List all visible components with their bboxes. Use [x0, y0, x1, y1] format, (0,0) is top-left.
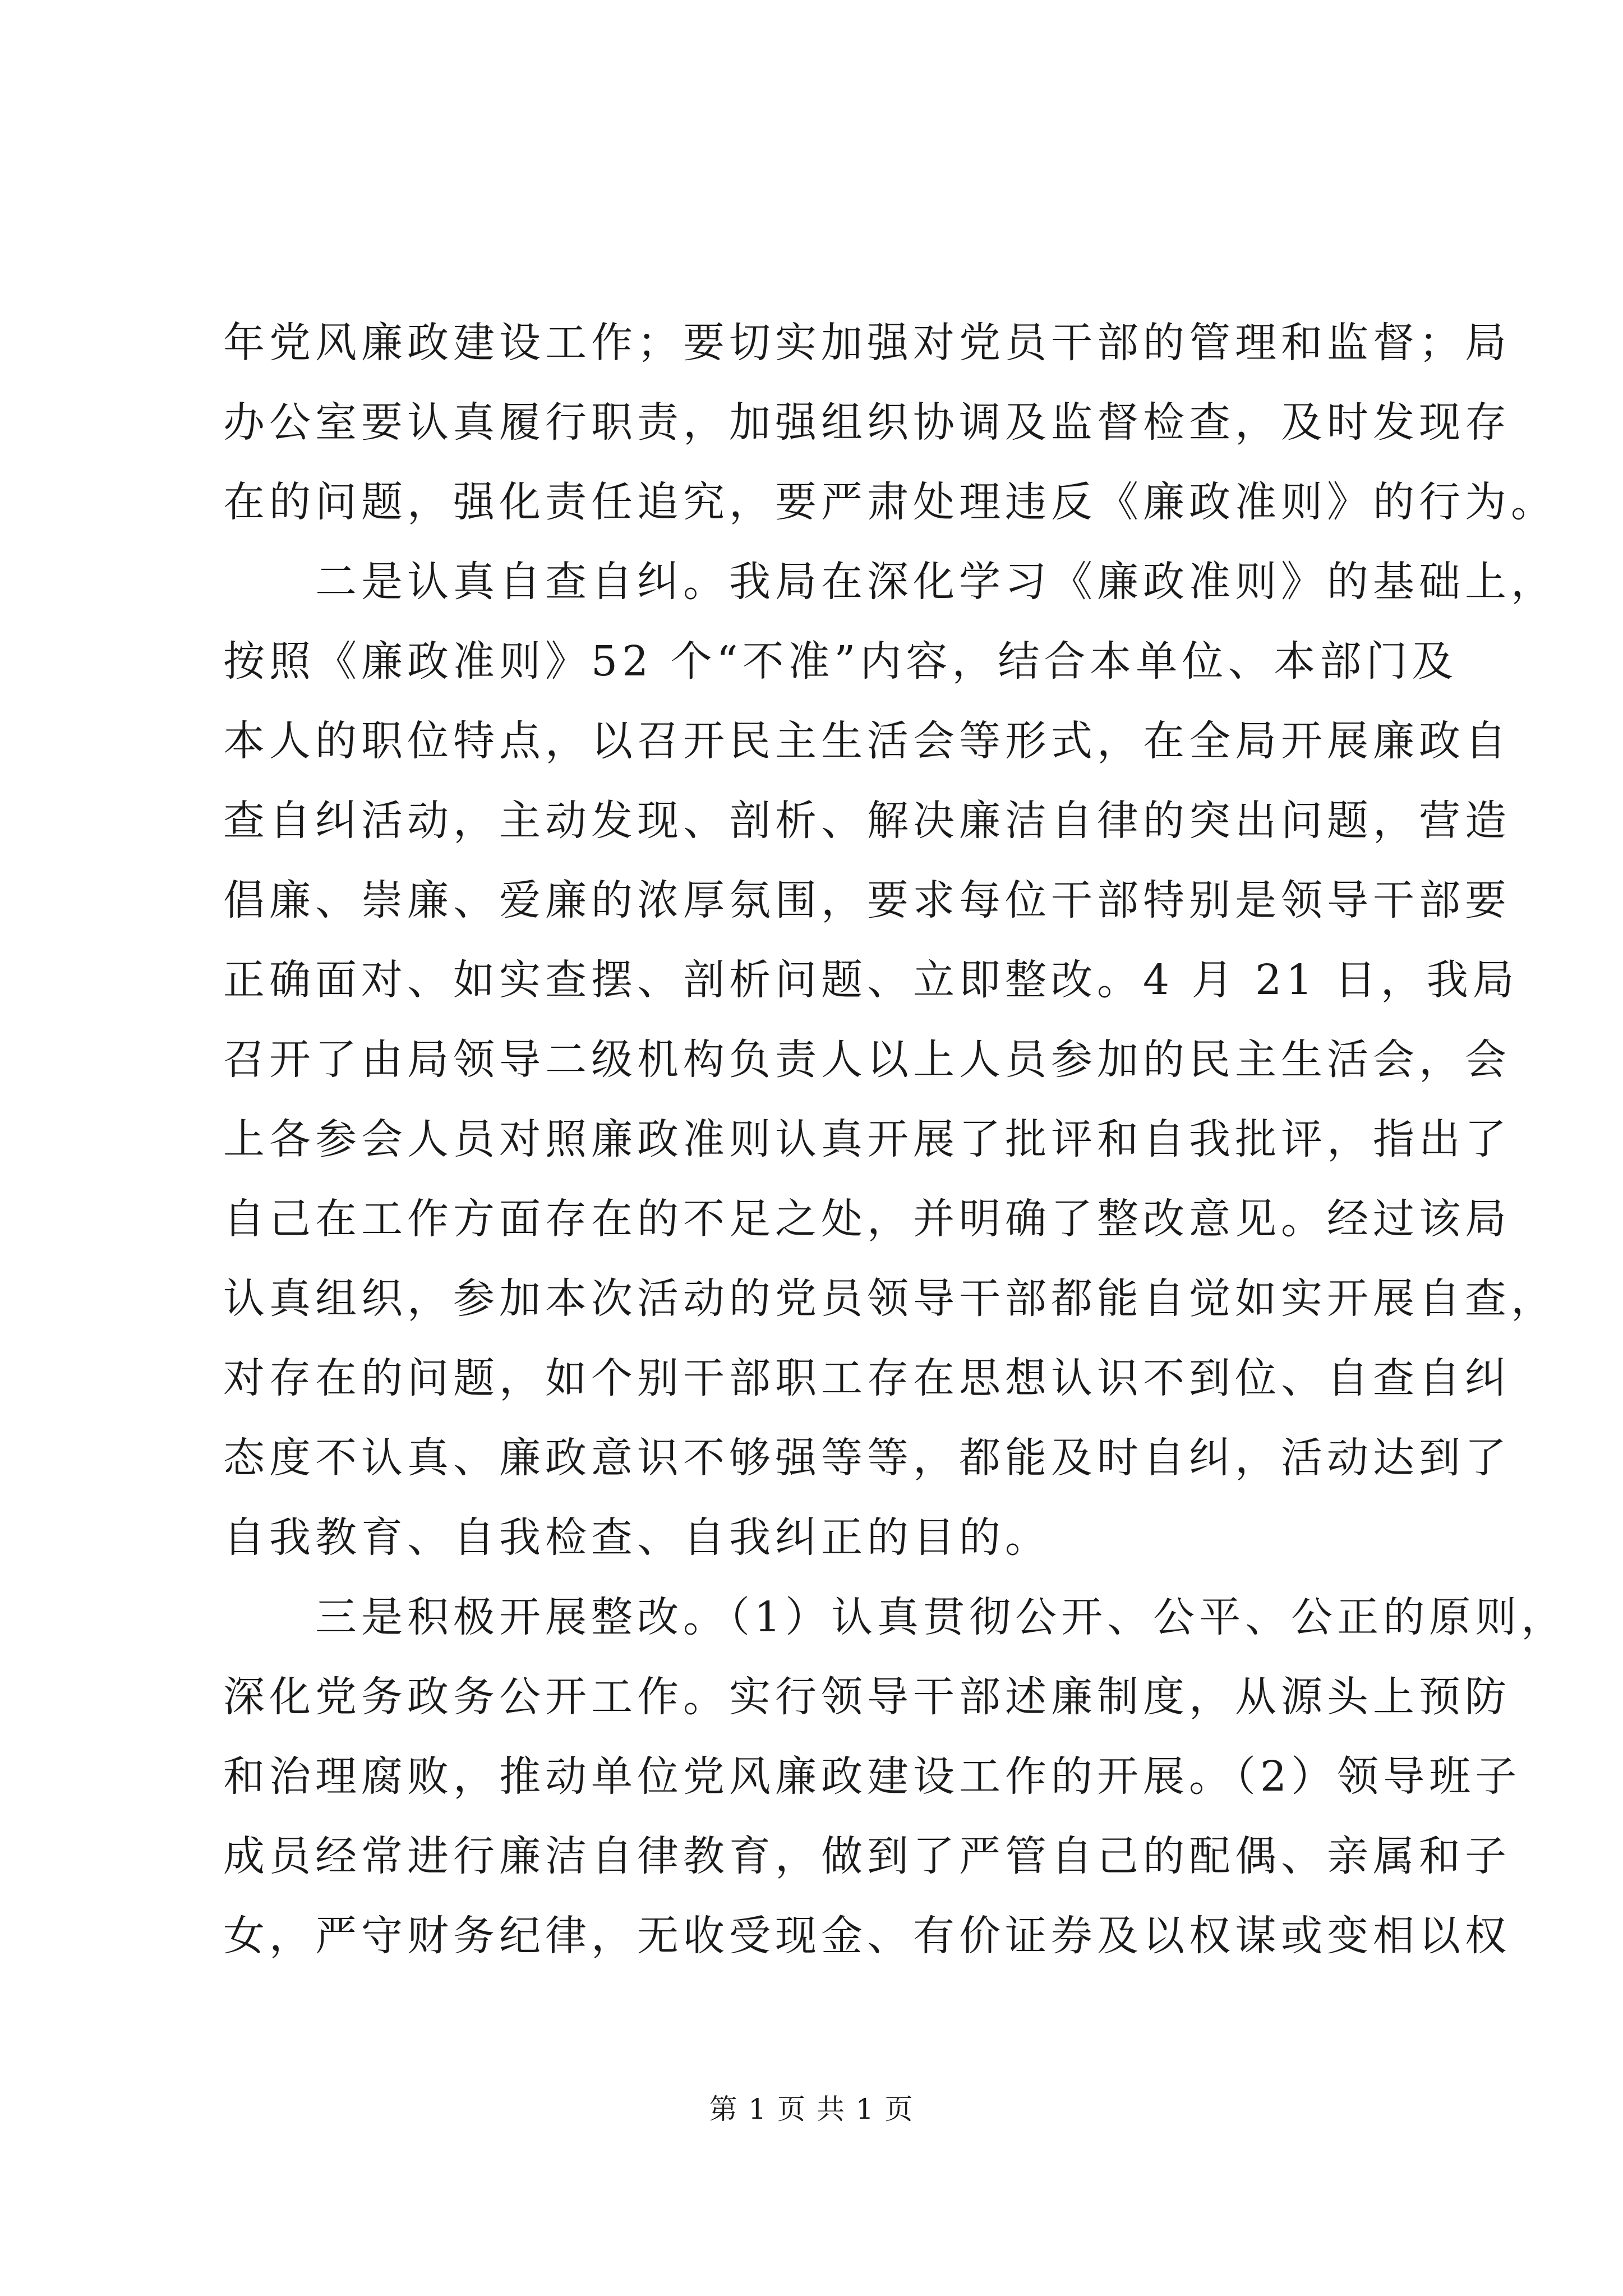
- text-line: 认真组织，参加本次活动的党员领导干部都能自觉如实开展自查，: [223, 1274, 1557, 1323]
- text-line: 倡廉、崇廉、爱廉的浓厚氛围，要求每位干部特别是领导干部要: [223, 876, 1511, 924]
- text-line: 查自纠活动，主动发现、剖析、解决廉洁自律的突出问题，营造: [223, 797, 1511, 845]
- text-line: 和治理腐败，推动单位党风廉政建设工作的开展。（2）领导班子: [223, 1752, 1521, 1801]
- text-line: 办公室要认真履行职责，加强组织协调及监督检查，及时发现存: [223, 398, 1511, 447]
- paragraph-first-line: 二是认真自查自纠。我局在深化学习《廉政准则》的基础上，: [315, 558, 1557, 606]
- text-line: 上各参会人员对照廉政准则认真开展了批评和自我批评，指出了: [223, 1115, 1511, 1163]
- text-line: 自己在工作方面存在的不足之处，并明确了整改意见。经过该局: [223, 1195, 1511, 1243]
- page-footer: [0, 2087, 1623, 2127]
- text-line: 正确面对、如实查摆、剖析问题、立即整改。4 月 21 日，我局: [223, 956, 1519, 1004]
- text-line: 成员经常进行廉洁自律教育，做到了严管自己的配偶、亲属和子: [223, 1832, 1511, 1880]
- text-line: 本人的职位特点，以召开民主生活会等形式，在全局开展廉政自: [223, 717, 1511, 765]
- text-line: 按照《廉政准则》52 个“不准”内容，结合本单位、本部门及: [223, 637, 1458, 685]
- text-line: 在的问题，强化责任追究，要严肃处理违反《廉政准则》的行为。: [223, 478, 1557, 526]
- text-line: 态度不认真、廉政意识不够强等等，都能及时自纠，活动达到了: [223, 1434, 1511, 1482]
- text-line: 女，严守财务纪律，无收受现金、有价证券及以权谋或变相以权: [223, 1912, 1511, 1960]
- document-body: [223, 303, 1567, 1976]
- paragraph-first-line: 三是积极开展整改。（1）认真贯彻公开、公平、公正的原则，: [315, 1593, 1567, 1641]
- page-number: 第 1 页 共 1 页: [709, 2093, 914, 2125]
- text-line: 召开了由局领导二级机构负责人以上人员参加的民主生活会，会: [223, 1036, 1511, 1084]
- text-line: 自我教育、自我检查、自我纠正的目的。: [223, 1513, 1051, 1562]
- text-line: 深化党务政务公开工作。实行领导干部述廉制度，从源头上预防: [223, 1673, 1511, 1721]
- text-line: 年党风廉政建设工作；要切实加强对党员干部的管理和监督；局: [223, 319, 1511, 367]
- text-line: 对存在的问题，如个别干部职工存在思想认识不到位、自查自纠: [223, 1354, 1511, 1402]
